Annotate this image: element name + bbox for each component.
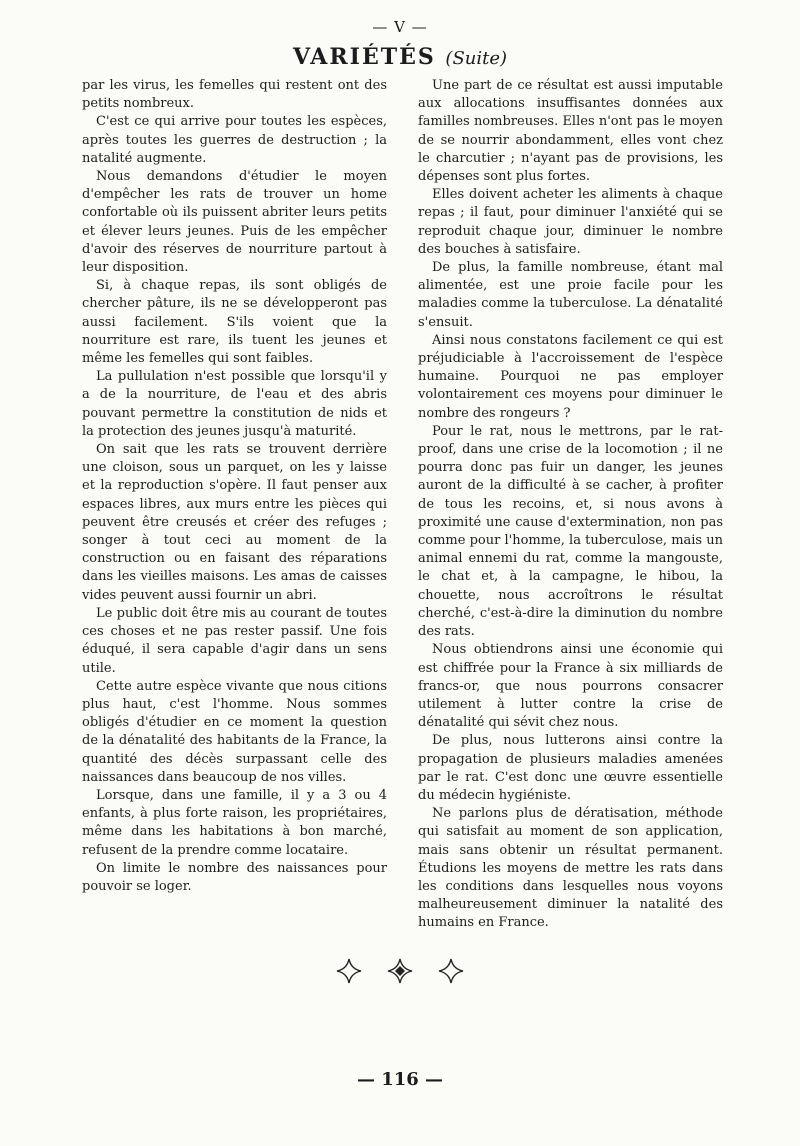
paragraph: Elles doivent acheter les aliments à chaque repas ; il faut, pour diminuer l'anxiété qui se reproduit chaque jour, diminuer le nombre des bouches à satisfaire. bbox=[418, 187, 723, 257]
paragraph: De plus, la famille nombreuse, étant mal alimentée, est une proie facile pour les maladies comme la tuberculose. La dénatalité s'ensuit. bbox=[418, 260, 723, 330]
paragraph: Pour le rat, nous le mettrons, par le rat-proof, dans une crise de la locomotion ; il ne pourra donc pas fuir un danger, les jeunes auront de la difficulté à se cacher, à profiter de tous les recoins, et, si nous avons à proximité une cause d'extermination, non pas comme pour l'homme, la tuberculose, mais un animal ennemi du rat, comme la mangouste, le chat et, à la campagne, le hibou, la chouette, nous accroîtrons le résultat cherché, c'est-à-dire la diminution du nombre des rats. bbox=[418, 423, 723, 640]
paragraph: On limite le nombre des naissances pour pouvoir se loger. bbox=[82, 860, 387, 894]
heading-suffix: (Suite) bbox=[445, 48, 508, 69]
decorative-ornament bbox=[0, 958, 800, 988]
paragraph: Une part de ce résultat est aussi imputable aux allocations insuffisantes données aux familles nombreuses. Elles n'ont pas le moyen de se nourrir abondamment, elles vont chez le charcutier ; n'ayant pas de provisions, les dépenses sont plus fortes. bbox=[418, 78, 723, 185]
paragraph: Lorsque, dans une famille, il y a 3 ou 4 enfants, à plus forte raison, les propriétaires, même dans les habitations à bon marché, refusent de la prendre comme locataire. bbox=[82, 787, 387, 858]
diamond-ornament-icon bbox=[438, 958, 464, 988]
paragraph: Ainsi nous constatons facilement ce qui est préjudiciable à l'accroissement de l'espèce humaine. Pourquoi ne pas employer volontairement ces moyens pour diminuer le nombre des rongeurs ? bbox=[418, 332, 723, 421]
paragraph: Nous obtiendrons ainsi une économie qui est chiffrée pour la France à six milliards de francs-or, que nous pourrons consacrer utilement à lutter contre la crise de dénatalité qui sévit chez nous. bbox=[418, 642, 723, 731]
page-number: — 116 — bbox=[356, 1069, 444, 1090]
filled-diamond-ornament-icon bbox=[387, 958, 413, 988]
paragraph: Ne parlons plus de dératisation, méthode qui satisfait au moment de son application, mais sans obtenir un résultat permanent. Étudions les moyens de mettre les rats dans les conditions dans lesquelles nous voyons malheureusement diminuer la natalité des humains en France. bbox=[418, 806, 723, 931]
paragraph: C'est ce qui arrive pour toutes les espèces, après toutes les guerres de destruction ; la natalité augmente. bbox=[82, 114, 387, 166]
paragraph: par les virus, les femelles qui restent ont des petits nombreux. bbox=[82, 78, 387, 112]
page-section-mark: — V — bbox=[372, 18, 428, 36]
diamond-ornament-icon bbox=[336, 958, 362, 988]
section-heading bbox=[0, 44, 800, 70]
paragraph: De plus, nous lutterons ainsi contre la propagation de plusieurs maladies amenées par le rat. C'est donc une œuvre essentielle du médecin hygiéniste. bbox=[418, 733, 723, 803]
paragraph: Le public doit être mis au courant de toutes ces choses et ne pas rester passif. Une fois éduqué, il sera capable d'agir dans un sens utile. bbox=[82, 605, 387, 676]
paragraph: Cette autre espèce vivante que nous citions plus haut, c'est l'homme. Nous sommes obligés d'étudier en ce moment la question de la dénatalité des habitants de la France, la quantité des décès surpassant celle des naissances dans beaucoup de nos villes. bbox=[82, 678, 387, 785]
left-column bbox=[82, 77, 387, 896]
paragraph: On sait que les rats se trouvent derrière une cloison, sous un parquet, on les y laisse et la reproduction s'opère. Il faut penser aux espaces libres, aux murs entre les pièces qui peuvent être creusés et créer des refuges ; songer à tout ceci au moment de la construction ou en faisant des réparations dans les vieilles maisons. Les amas de caisses vides peuvent aussi fournir un abri. bbox=[82, 442, 387, 603]
paragraph: La pullulation n'est possible que lorsqu'il y a de la nourriture, de l'eau et des abris pouvant permettre la constitution de nids et la protection des jeunes jusqu'à maturité. bbox=[82, 369, 387, 439]
right-column bbox=[418, 77, 723, 933]
paragraph: Si, à chaque repas, ils sont obligés de chercher pâture, ils ne se développeront pas aussi facilement. S'ils voient que la nourriture est rare, ils tuent les jeunes et même les femelles qui sont faibles. bbox=[82, 278, 387, 367]
heading-title: VARIÉTÉS bbox=[292, 44, 436, 70]
paragraph: Nous demandons d'étudier le moyen d'empêcher les rats de trouver un home confortable où ils puissent abriter leurs petits et élever leurs jeunes. Puis de les empêcher d'avoir des réserves de nourriture partout à leur disposition. bbox=[82, 169, 387, 276]
